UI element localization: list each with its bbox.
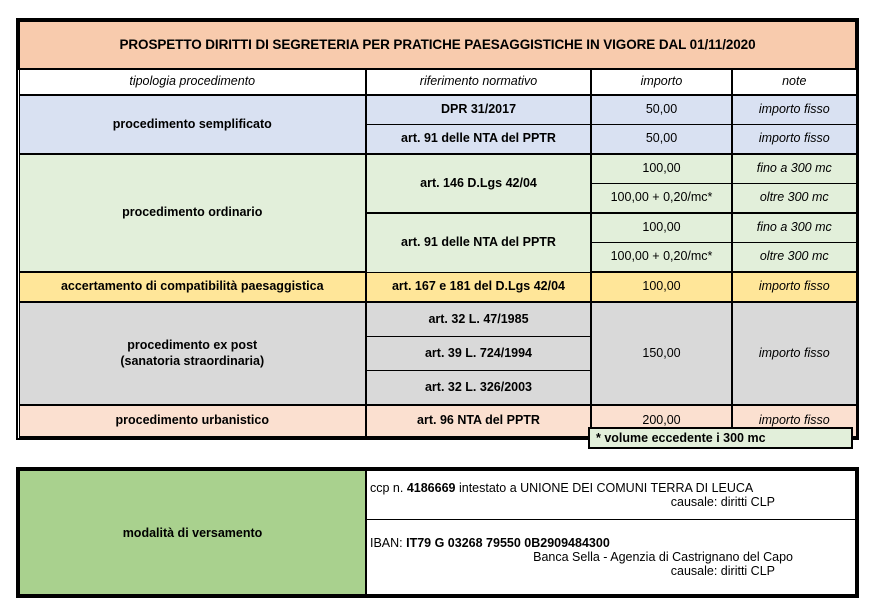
payment-ccp-line: [370, 481, 847, 495]
ccp-prefix: ccp n.: [370, 481, 407, 495]
amount-value: 200,00: [591, 405, 732, 437]
column-header-importo: importo: [591, 69, 732, 95]
note-value: fino a 300 mc: [732, 154, 856, 184]
payment-ccp-row: [19, 470, 856, 520]
note-value: oltre 300 mc: [732, 184, 856, 214]
document-title: PROSPETTO DIRITTI DI SEGRETERIA PER PRATICHE PAESAGGISTICHE IN VIGORE DAL 01/11/2020: [19, 21, 856, 69]
note-value: oltre 300 mc: [732, 243, 856, 273]
norm-reference: art. 39 L. 724/1994: [366, 337, 591, 371]
amount-value: 150,00: [591, 302, 732, 405]
norm-reference: art. 96 NTA del PPTR: [366, 405, 591, 437]
category-ex-post-line1: procedimento ex post: [127, 337, 258, 352]
ccp-number: 4186669: [406, 481, 456, 495]
category-procedimento-semplificato: procedimento semplificato: [19, 95, 366, 154]
column-header-riferimento: riferimento normativo: [366, 69, 591, 95]
table-row: [19, 95, 856, 125]
norm-reference: art. 32 L. 326/2003: [366, 371, 591, 406]
fee-schedule-table: [18, 20, 857, 438]
amount-value: 100,00: [591, 213, 732, 243]
norm-reference: art. 91 delle NTA del PPTR: [366, 213, 591, 272]
category-procedimento-urbanistico: procedimento urbanistico: [19, 405, 366, 437]
payment-iban-block: [366, 520, 856, 596]
note-value: importo fisso: [732, 302, 856, 405]
iban-causale: causale: diritti CLP: [670, 564, 775, 578]
table-title-row: [19, 21, 856, 69]
payment-iban-line: [370, 536, 847, 550]
amount-value: 50,00: [591, 95, 732, 125]
note-value: importo fisso: [732, 272, 856, 302]
payment-bank-name: Banca Sella - Agenzia di Castrignano del Capo: [533, 550, 793, 564]
payment-ccp-block: [366, 470, 856, 520]
column-header-tipologia: tipologia procedimento: [19, 69, 366, 95]
norm-reference: art. 146 D.Lgs 42/04: [366, 154, 591, 213]
norm-reference: art. 167 e 181 del D.Lgs 42/04: [366, 272, 591, 302]
note-value: fino a 300 mc: [732, 213, 856, 243]
column-header-note: note: [732, 69, 856, 95]
norm-reference: art. 91 delle NTA del PPTR: [366, 125, 591, 155]
table-header-row: [19, 69, 856, 95]
iban-number: IT79 G 03268 79550 0B2909484300: [406, 536, 610, 550]
payment-label: modalità di versamento: [19, 470, 366, 595]
footnote-text: * volume eccedente i 300 mc: [596, 431, 766, 445]
category-accertamento-compatibilita: accertamento di compatibilità paesaggistica: [19, 272, 366, 302]
category-procedimento-ex-post: [19, 302, 366, 405]
amount-value: 100,00: [591, 154, 732, 184]
ccp-causale: causale: diritti CLP: [670, 495, 775, 509]
amount-value: 100,00 + 0,20/mc*: [591, 243, 732, 273]
table-row: [19, 272, 856, 302]
amount-value: 100,00: [591, 272, 732, 302]
norm-reference: DPR 31/2017: [366, 95, 591, 125]
iban-prefix: IBAN:: [370, 536, 407, 550]
table-row: [19, 154, 856, 184]
note-value: importo fisso: [732, 125, 856, 155]
amount-value: 50,00: [591, 125, 732, 155]
footnote-box: [588, 427, 853, 449]
amount-value: 100,00 + 0,20/mc*: [591, 184, 732, 214]
norm-reference: art. 32 L. 47/1985: [366, 302, 591, 337]
payment-details-table: [18, 469, 857, 596]
ccp-suffix: intestato a UNIONE DEI COMUNI TERRA DI LEUCA: [455, 481, 754, 495]
note-value: importo fisso: [732, 95, 856, 125]
table-row: [19, 302, 856, 337]
category-procedimento-ordinario: procedimento ordinario: [19, 154, 366, 272]
note-value: importo fisso: [732, 405, 856, 437]
category-ex-post-line2: (sanatoria straordinaria): [120, 353, 265, 368]
